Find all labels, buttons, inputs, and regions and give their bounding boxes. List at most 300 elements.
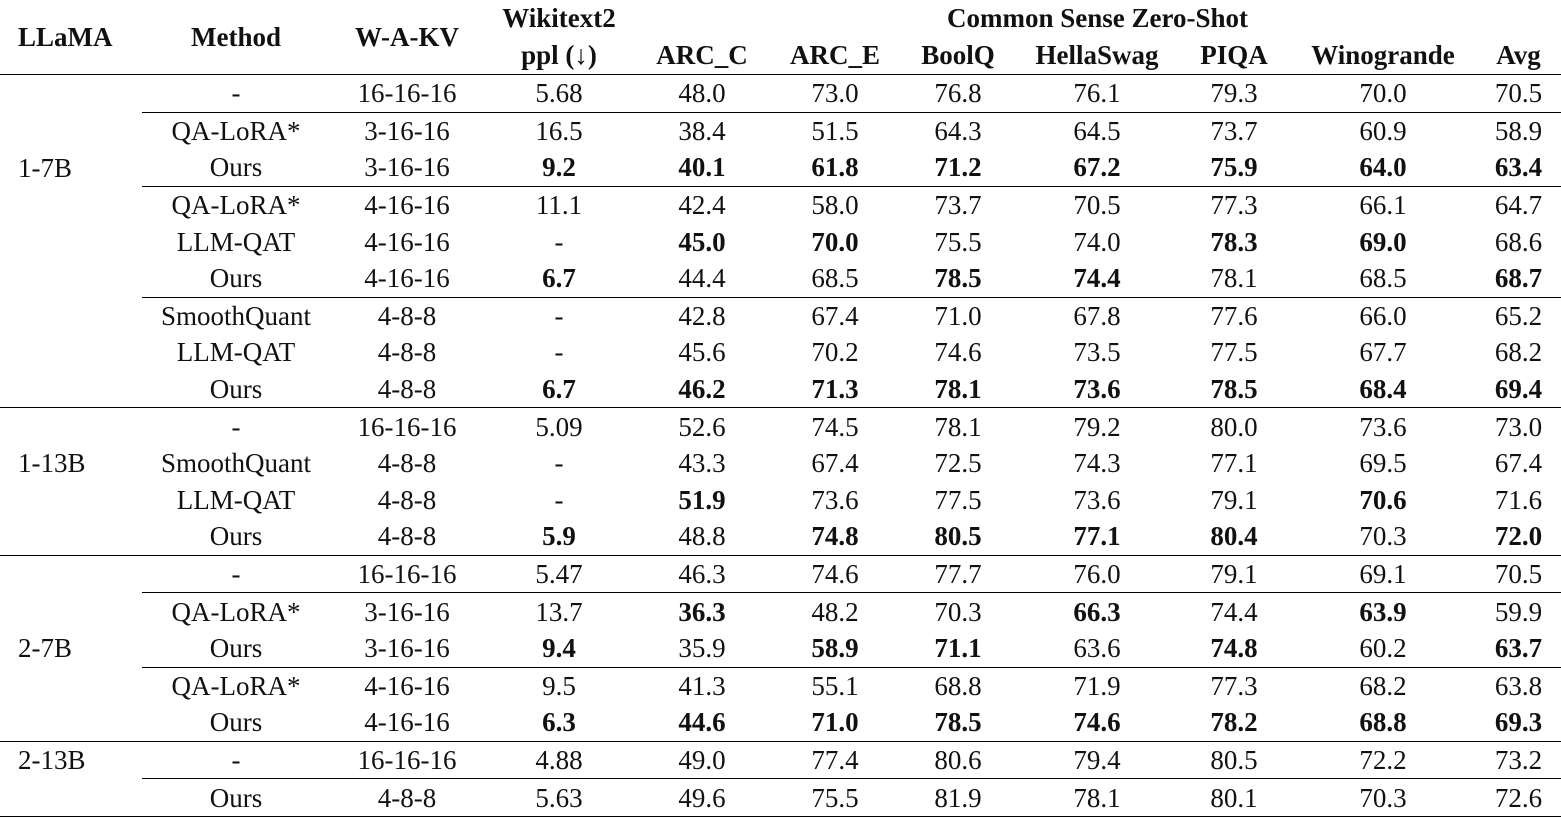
cell-ppl: 5.63 [484, 779, 634, 817]
cell-ppl [484, 630, 634, 667]
cell-ppl: 16.5 [484, 112, 634, 149]
cell-arc-e: 77.4 [770, 741, 900, 779]
cell-method: QA-LoRA* [142, 667, 330, 704]
bold-value: 9.4 [542, 633, 576, 664]
cell-method: Ours [209, 707, 263, 738]
cell-hellaswag [1016, 149, 1178, 186]
cell-method: SmoothQuant [160, 448, 311, 479]
cell-arc-c: 45.6 [678, 337, 726, 368]
cell-wakv: 3-16-16 [330, 112, 484, 149]
bold-value: 63.4 [1494, 152, 1543, 183]
cell-arc-e [770, 371, 900, 408]
cell-method: - [142, 75, 330, 113]
cell-piqa: 77.1 [1210, 448, 1258, 479]
cell-ppl: 9.5 [484, 667, 634, 704]
header-avg: Avg [1476, 37, 1561, 75]
bold-value: 78.5 [1210, 374, 1258, 405]
cell-wakv: 4-8-8 [377, 484, 437, 515]
cell-winogrande: 68.2 [1290, 667, 1476, 704]
bold-value: 78.3 [1210, 226, 1258, 257]
cell-arc-c: 48.0 [634, 75, 770, 113]
cell-winogrande: 73.6 [1290, 408, 1476, 445]
table-row [0, 741, 1561, 779]
table-body [0, 75, 1561, 817]
header-hellaswag: HellaSwag [1016, 37, 1178, 75]
model-cell [0, 186, 142, 223]
cell-hellaswag: 63.6 [1073, 633, 1121, 664]
cell-ppl: - [554, 337, 564, 368]
cell-piqa [1178, 223, 1290, 260]
cell-avg: 68.6 [1494, 226, 1543, 257]
cell-boolq: 80.6 [900, 741, 1016, 779]
cell-arc-e [770, 630, 900, 667]
cell-avg [1476, 518, 1561, 555]
cell-winogrande: 60.2 [1359, 633, 1407, 664]
cell-wakv: 16-16-16 [330, 408, 484, 445]
bold-value: 68.4 [1359, 374, 1407, 405]
cell-ppl: 5.47 [484, 555, 634, 593]
cell-piqa: 77.6 [1178, 297, 1290, 334]
bold-value: 70.0 [811, 226, 859, 257]
header-boolq: BoolQ [900, 37, 1016, 75]
cell-ppl [484, 704, 634, 741]
cell-arc-e: 75.5 [770, 779, 900, 817]
cell-piqa: 79.3 [1178, 75, 1290, 113]
cell-method: QA-LoRA* [142, 186, 330, 223]
cell-arc-e: 51.5 [770, 112, 900, 149]
bold-value: 74.4 [1073, 263, 1121, 294]
cell-avg: 64.7 [1476, 186, 1561, 223]
cell-boolq: 75.5 [934, 226, 982, 257]
cell-ppl: - [554, 226, 564, 257]
cell-winogrande [1290, 149, 1476, 186]
cell-wakv: 3-16-16 [364, 152, 450, 183]
cell-arc-c: 46.3 [634, 555, 770, 593]
header-piqa: PIQA [1178, 37, 1290, 75]
bold-value: 45.0 [678, 226, 726, 257]
header-llama: LLaMA [18, 21, 113, 52]
cell-winogrande: 72.2 [1290, 741, 1476, 779]
cell-arc-e: 73.6 [811, 484, 859, 515]
cell-hellaswag: 73.6 [1073, 484, 1121, 515]
cell-arc-c [634, 482, 770, 519]
cell-arc-e [770, 223, 900, 260]
cell-arc-e: 70.2 [811, 337, 859, 368]
bold-value: 75.9 [1210, 152, 1258, 183]
cell-boolq [900, 518, 1016, 555]
cell-method: Ours [209, 263, 263, 294]
header-row-top [0, 0, 1561, 37]
cell-wakv: 4-8-8 [377, 337, 437, 368]
cell-boolq: 81.9 [900, 779, 1016, 817]
cell-boolq: 74.6 [934, 337, 982, 368]
bold-value: 6.3 [542, 707, 576, 738]
table-row [0, 593, 1561, 630]
bold-value: 71.1 [934, 633, 982, 664]
cell-boolq: 78.1 [900, 408, 1016, 445]
bold-value: 64.0 [1359, 152, 1407, 183]
cell-avg: 65.2 [1476, 297, 1561, 334]
table-row [0, 630, 1561, 667]
bold-value: 46.2 [678, 374, 726, 405]
cell-winogrande: 66.1 [1290, 186, 1476, 223]
bold-value: 9.2 [542, 152, 576, 183]
cell-arc-e: 74.5 [770, 408, 900, 445]
cell-winogrande: 67.7 [1359, 337, 1407, 368]
cell-boolq [900, 260, 1016, 297]
cell-hellaswag [1016, 518, 1178, 555]
cell-arc-e: 74.6 [770, 555, 900, 593]
bold-value: 74.8 [811, 521, 859, 552]
bold-value: 69.0 [1359, 226, 1407, 257]
cell-method: LLM-QAT [176, 337, 296, 368]
header-method: Method [191, 21, 281, 52]
table-row [0, 779, 1561, 817]
cell-avg [1476, 149, 1561, 186]
cell-winogrande: 70.3 [1290, 779, 1476, 817]
cell-hellaswag: 76.1 [1016, 75, 1178, 113]
cell-avg: 68.2 [1494, 337, 1543, 368]
cell-wakv: 16-16-16 [330, 555, 484, 593]
table-row [0, 186, 1561, 223]
cell-arc-c: 52.6 [634, 408, 770, 445]
cell-piqa [1178, 371, 1290, 408]
bold-value: 78.2 [1210, 707, 1258, 738]
bold-value: 61.8 [811, 152, 859, 183]
model-cell [0, 779, 142, 817]
cell-wakv: 4-16-16 [364, 707, 450, 738]
bold-value: 67.2 [1073, 152, 1121, 183]
cell-hellaswag: 79.4 [1016, 741, 1178, 779]
cell-arc-c: 48.8 [678, 521, 726, 552]
cell-hellaswag: 71.9 [1016, 667, 1178, 704]
bold-value: 66.3 [1073, 596, 1121, 627]
cell-piqa: 77.3 [1178, 186, 1290, 223]
model-cell [0, 482, 142, 519]
model-cell [0, 408, 142, 445]
model-cell [0, 518, 142, 555]
cell-piqa [1178, 704, 1290, 741]
cell-boolq: 70.3 [900, 593, 1016, 630]
cell-method: QA-LoRA* [142, 112, 330, 149]
bold-value: 80.5 [934, 521, 982, 552]
cell-avg: 63.8 [1476, 667, 1561, 704]
cell-winogrande [1290, 593, 1476, 630]
cell-ppl [484, 260, 634, 297]
cell-wakv: 3-16-16 [330, 593, 484, 630]
table-row [0, 667, 1561, 704]
table-row [0, 445, 1561, 482]
header-common-sense: Common Sense Zero-Shot [947, 3, 1249, 33]
cell-wakv: 16-16-16 [330, 75, 484, 113]
model-cell [0, 704, 142, 741]
cell-arc-e [770, 149, 900, 186]
cell-method: Ours [209, 152, 263, 183]
table-row [0, 75, 1561, 113]
cell-arc-c: 43.3 [678, 448, 726, 479]
header-arc-e: ARC_E [770, 37, 900, 75]
cell-hellaswag [1016, 371, 1178, 408]
table-row [0, 371, 1561, 408]
cell-method: SmoothQuant [142, 297, 330, 334]
cell-piqa: 77.3 [1178, 667, 1290, 704]
cell-wakv: 4-16-16 [364, 226, 450, 257]
cell-arc-e: 48.2 [770, 593, 900, 630]
cell-arc-c: 42.8 [634, 297, 770, 334]
table-row [0, 518, 1561, 555]
cell-wakv: 4-16-16 [330, 667, 484, 704]
cell-hellaswag: 79.2 [1016, 408, 1178, 445]
cell-piqa: 79.1 [1178, 555, 1290, 593]
model-cell [0, 555, 142, 593]
bold-value: 73.6 [1073, 374, 1121, 405]
cell-arc-e: 58.0 [770, 186, 900, 223]
bold-value: 44.6 [678, 707, 726, 738]
bold-value: 51.9 [678, 484, 726, 515]
cell-method: - [142, 741, 330, 779]
cell-wakv: 4-8-8 [377, 374, 437, 405]
cell-winogrande: 70.0 [1290, 75, 1476, 113]
bold-value: 78.5 [934, 263, 982, 294]
bold-value: 63.9 [1359, 596, 1407, 627]
cell-ppl: 11.1 [484, 186, 634, 223]
cell-hellaswag: 70.5 [1016, 186, 1178, 223]
cell-arc-e [770, 704, 900, 741]
bold-value: 5.9 [542, 521, 576, 552]
cell-wakv: 4-8-8 [377, 521, 437, 552]
bold-value: 68.7 [1494, 263, 1543, 294]
table-row [0, 297, 1561, 334]
cell-avg: 58.9 [1476, 112, 1561, 149]
model-cell [0, 593, 142, 630]
cell-winogrande: 68.5 [1359, 263, 1407, 294]
cell-avg: 71.6 [1494, 484, 1543, 515]
table-row [0, 260, 1561, 297]
bold-value: 80.4 [1210, 521, 1258, 552]
bold-value: 70.6 [1359, 484, 1407, 515]
header-ppl: ppl (↓) [484, 37, 634, 75]
cell-ppl: 5.09 [484, 408, 634, 445]
cell-ppl [484, 371, 634, 408]
cell-hellaswag: 76.0 [1016, 555, 1178, 593]
model-cell [0, 260, 142, 297]
cell-hellaswag [1016, 704, 1178, 741]
table-row [0, 334, 1561, 371]
cell-ppl [484, 518, 634, 555]
cell-method: - [142, 555, 330, 593]
table-row [0, 112, 1561, 149]
cell-arc-c [634, 593, 770, 630]
cell-avg [1476, 630, 1561, 667]
cell-boolq [900, 630, 1016, 667]
cell-avg: 70.5 [1476, 75, 1561, 113]
bold-value: 36.3 [678, 596, 726, 627]
cell-method: Ours [142, 779, 330, 817]
cell-wakv: 4-8-8 [330, 779, 484, 817]
cell-arc-c [634, 149, 770, 186]
table-row [0, 704, 1561, 741]
cell-method: QA-LoRA* [142, 593, 330, 630]
bold-value: 6.7 [542, 374, 576, 405]
cell-ppl [484, 149, 634, 186]
bold-value: 71.2 [934, 152, 982, 183]
cell-arc-c: 44.4 [678, 263, 726, 294]
bold-value: 74.6 [1073, 707, 1121, 738]
cell-hellaswag: 67.8 [1016, 297, 1178, 334]
header-winogrande: Winogrande [1290, 37, 1476, 75]
cell-boolq: 77.5 [934, 484, 982, 515]
table-row [0, 482, 1561, 519]
cell-wakv: 3-16-16 [364, 633, 450, 664]
cell-hellaswag: 74.0 [1073, 226, 1121, 257]
cell-avg: 70.5 [1476, 555, 1561, 593]
model-cell: 1-13B [18, 448, 86, 479]
cell-avg: 67.4 [1494, 448, 1543, 479]
cell-arc-e: 55.1 [770, 667, 900, 704]
model-cell [0, 223, 142, 260]
cell-arc-c: 49.0 [634, 741, 770, 779]
cell-winogrande: 66.0 [1290, 297, 1476, 334]
model-cell [0, 112, 142, 149]
cell-hellaswag: 64.5 [1016, 112, 1178, 149]
bold-value: 78.1 [934, 374, 982, 405]
cell-method: Ours [209, 521, 263, 552]
cell-method: - [142, 408, 330, 445]
model-cell: 2-13B [0, 741, 142, 779]
cell-piqa: 80.1 [1178, 779, 1290, 817]
bold-value: 71.3 [811, 374, 859, 405]
cell-method: Ours [209, 633, 263, 664]
cell-avg: 73.0 [1476, 408, 1561, 445]
cell-ppl: 4.88 [484, 741, 634, 779]
cell-arc-e: 68.5 [811, 263, 859, 294]
cell-wakv: 4-8-8 [377, 448, 437, 479]
bold-value: 6.7 [542, 263, 576, 294]
header-wakv: W-A-KV [355, 21, 459, 52]
model-cell [0, 667, 142, 704]
cell-hellaswag: 73.5 [1073, 337, 1121, 368]
cell-hellaswag: 74.3 [1073, 448, 1121, 479]
bold-value: 71.0 [811, 707, 859, 738]
bold-value: 74.8 [1210, 633, 1258, 664]
cell-arc-c: 41.3 [634, 667, 770, 704]
bold-value: 63.7 [1494, 633, 1543, 664]
cell-arc-e [770, 518, 900, 555]
cell-winogrande: 69.5 [1359, 448, 1407, 479]
table-row [0, 408, 1561, 445]
cell-ppl: - [554, 484, 564, 515]
cell-piqa: 77.5 [1210, 337, 1258, 368]
cell-arc-c: 35.9 [678, 633, 726, 664]
cell-winogrande: 70.3 [1359, 521, 1407, 552]
cell-piqa: 79.1 [1210, 484, 1258, 515]
cell-boolq: 68.8 [900, 667, 1016, 704]
cell-piqa [1178, 149, 1290, 186]
cell-winogrande [1290, 371, 1476, 408]
bold-value: 72.0 [1494, 521, 1543, 552]
cell-piqa: 73.7 [1178, 112, 1290, 149]
table-row [0, 149, 1561, 186]
cell-hellaswag: 78.1 [1016, 779, 1178, 817]
cell-piqa [1178, 630, 1290, 667]
model-cell [0, 75, 142, 113]
cell-ppl: 5.68 [484, 75, 634, 113]
cell-arc-c: 38.4 [634, 112, 770, 149]
cell-arc-c [634, 371, 770, 408]
table-row [0, 223, 1561, 260]
cell-boolq: 73.7 [900, 186, 1016, 223]
bold-value: 68.8 [1359, 707, 1407, 738]
cell-avg [1476, 371, 1561, 408]
table-row [0, 555, 1561, 593]
cell-boolq: 71.0 [900, 297, 1016, 334]
cell-ppl: 13.7 [484, 593, 634, 630]
bold-value: 77.1 [1073, 521, 1121, 552]
header-arc-c: ARC_C [634, 37, 770, 75]
cell-arc-e: 73.0 [770, 75, 900, 113]
cell-winogrande [1290, 482, 1476, 519]
cell-arc-c: 49.6 [634, 779, 770, 817]
cell-avg: 59.9 [1476, 593, 1561, 630]
model-cell [0, 371, 142, 408]
cell-boolq: 77.7 [900, 555, 1016, 593]
cell-winogrande: 60.9 [1290, 112, 1476, 149]
cell-hellaswag [1016, 593, 1178, 630]
cell-piqa: 80.5 [1178, 741, 1290, 779]
cell-winogrande [1290, 704, 1476, 741]
bold-value: 58.9 [811, 633, 859, 664]
cell-wakv: 16-16-16 [330, 741, 484, 779]
cell-boolq: 64.3 [900, 112, 1016, 149]
cell-avg [1476, 260, 1561, 297]
cell-avg [1476, 704, 1561, 741]
bold-value: 40.1 [678, 152, 726, 183]
cell-boolq: 72.5 [934, 448, 982, 479]
model-cell [0, 297, 142, 334]
header-wikitext: Wikitext2 [502, 3, 616, 33]
cell-wakv: 4-8-8 [330, 297, 484, 334]
cell-method: LLM-QAT [176, 484, 296, 515]
cell-arc-e: 67.4 [811, 448, 859, 479]
cell-boolq [900, 149, 1016, 186]
cell-method: Ours [209, 374, 263, 405]
cell-arc-c [634, 704, 770, 741]
cell-avg: 72.6 [1476, 779, 1561, 817]
cell-winogrande: 69.1 [1290, 555, 1476, 593]
bold-value: 78.5 [934, 707, 982, 738]
cell-piqa: 78.1 [1210, 263, 1258, 294]
cell-method: LLM-QAT [176, 226, 296, 257]
cell-piqa [1178, 518, 1290, 555]
cell-ppl: - [554, 448, 564, 479]
model-cell [0, 334, 142, 371]
cell-wakv: 4-16-16 [330, 186, 484, 223]
cell-piqa: 80.0 [1178, 408, 1290, 445]
cell-ppl: - [484, 297, 634, 334]
cell-hellaswag [1016, 260, 1178, 297]
cell-avg: 73.2 [1476, 741, 1561, 779]
cell-boolq [900, 704, 1016, 741]
cell-arc-e: 67.4 [770, 297, 900, 334]
cell-wakv: 4-16-16 [364, 263, 450, 294]
model-cell: 1-7B [18, 152, 72, 183]
cell-arc-c: 42.4 [634, 186, 770, 223]
cell-arc-c [634, 223, 770, 260]
model-cell: 2-7B [18, 633, 72, 664]
cell-piqa: 74.4 [1178, 593, 1290, 630]
bold-value: 69.4 [1494, 374, 1543, 405]
cell-boolq [900, 371, 1016, 408]
